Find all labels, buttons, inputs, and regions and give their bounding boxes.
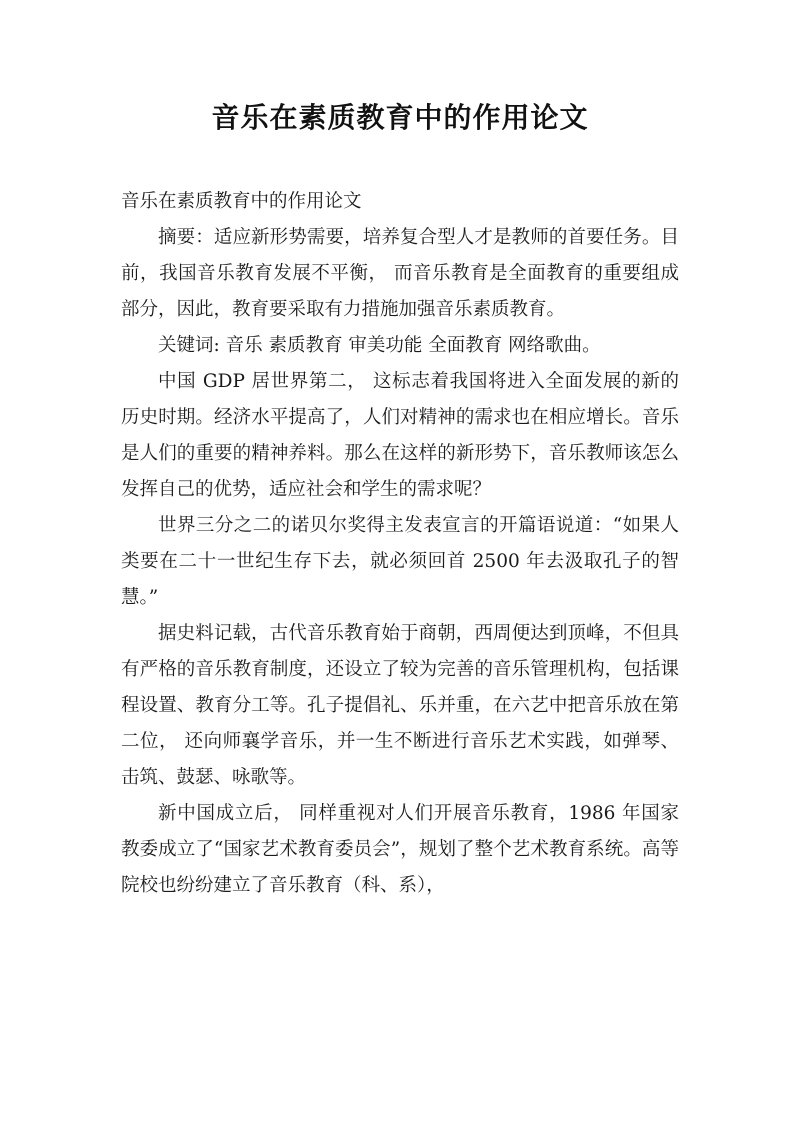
document-body bbox=[121, 184, 679, 904]
body-paragraph: 据史料记载，古代音乐教育始于商朝，西周便达到顶峰，不但具有严格的音乐教育制度，还设立了较为完善的音乐管理机构，包括课程设置、教育分工等。孔子提倡礼、乐并重，在六艺中把音乐放在第二位， 还向师襄学音乐，并一生不断进行音乐艺术实践，如弹琴、击筑、鼓瑟、咏歌等。 bbox=[121, 623, 679, 788]
subtitle-line: 音乐在素质教育中的作用论文 bbox=[121, 191, 362, 212]
body-paragraph: 世界三分之二的诺贝尔奖得主发表宣言的开篇语说道：“如果人类要在二十一世纪生存下去，就必须回首 2500 年去汲取孔子的智慧。” bbox=[121, 515, 679, 608]
body-paragraph: 新中国成立后， 同样重视对人们开展音乐教育，1986 年国家教委成立了“国家艺术教育委员会”，规划了整个艺术教育系统。高等院校也纷纷建立了音乐教育（科、系）， bbox=[121, 803, 679, 896]
body-paragraph: 中国 GDP 居世界第二， 这标志着我国将进入全面发展的新的历史时期。经济水平提高了，人们对精神的需求也在相应增长。音乐是人们的重要的精神养料。那么在这样的新形势下，音乐教师该怎么发挥自己的优势，适应社会和学生的需求呢？ bbox=[121, 371, 679, 500]
document-title: 音乐在素质教育中的作用论文 bbox=[211, 101, 589, 134]
abstract-paragraph: 摘要：适应新形势需要，培养复合型人才是教师的首要任务。目前，我国音乐教育发展不平衡， 而音乐教育是全面教育的重要组成部分，因此，教育要采取有力措施加强音乐素质教育。 bbox=[121, 227, 679, 320]
keywords-paragraph: 关键词: 音乐 素质教育 审美功能 全面教育 网络歌曲。 bbox=[158, 335, 601, 356]
